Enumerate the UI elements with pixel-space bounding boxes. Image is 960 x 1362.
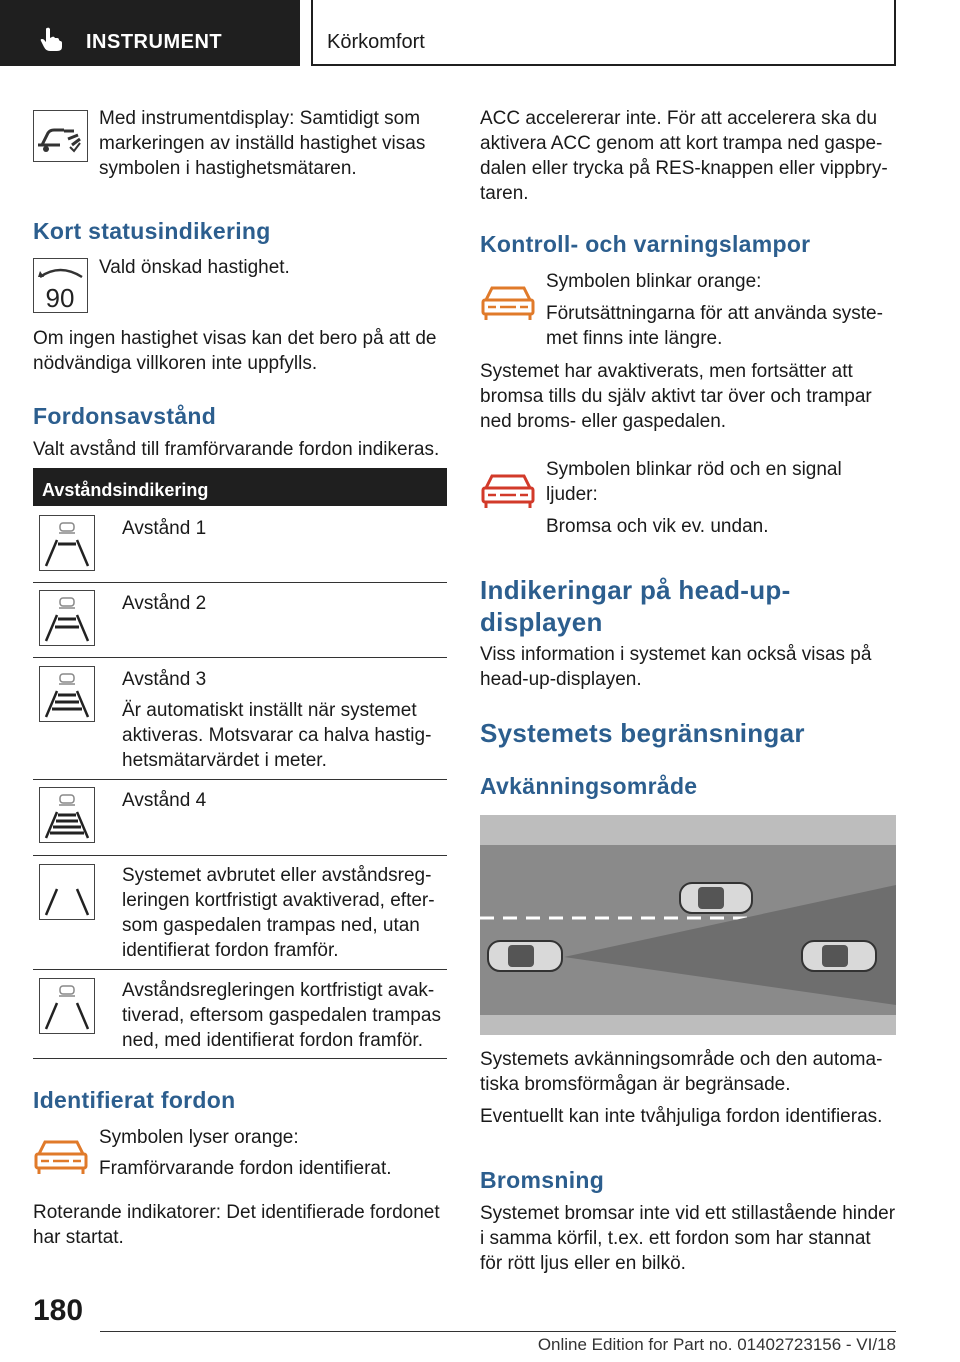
warn1-line1: Symbolen blinkar orange: <box>546 271 762 292</box>
sensing-area-illustration <box>480 815 896 1035</box>
warn2-line2: Bromsa och vik ev. undan. <box>546 516 769 537</box>
footer-divider <box>100 1331 896 1332</box>
vehicle-warning-orange-icon <box>480 282 536 322</box>
row-4-title: Avstånd 4 <box>122 790 207 811</box>
warn1-line2: Förutsättningarna för att använda systemet finns inte längre. <box>546 303 883 349</box>
fordon-text: Valt avstånd till framförvarande fordon indikeras. <box>33 439 440 460</box>
row-divider <box>33 582 447 583</box>
row-2-title: Avstånd 2 <box>122 593 207 614</box>
row-divider <box>33 855 447 856</box>
footer-edition: Online Edition for Part no. 01402723156 - VI/18 <box>537 1335 896 1354</box>
distance-deactivated-vehicle-icon <box>39 978 95 1034</box>
heading-kort-statusindikering: Kort statusindikering <box>33 218 271 244</box>
intro-text: Med instrumentdisplay: Samtidigt som markeringen av inställd hastighet visas symbolen i hastighetsmätaren. <box>99 108 426 179</box>
kort-text: Vald önskad hastighet. <box>99 257 290 278</box>
distance-4-icon <box>39 787 95 843</box>
section-title: INSTRUMENT <box>86 31 223 53</box>
heading-identifierat-fordon: Identifierat fordon <box>33 1087 236 1113</box>
row-1-title: Avstånd 1 <box>122 518 207 539</box>
heading-kontroll: Kontroll- och varningslampor <box>480 231 811 257</box>
speed-marker-icon <box>33 110 88 162</box>
row-divider <box>33 969 447 970</box>
sensing-text-1: Systemets avkänningsområde och den automatiska bromsförmågan är begränsade. <box>480 1049 883 1095</box>
heading-hud: Indikeringar på head-up-displayen <box>480 575 791 637</box>
heading-bromsning: Bromsning <box>480 1167 605 1193</box>
row-3-desc: Är automatiskt inställt när systemet aktiveras. Motsvarar ca halva hastighetsmätarvärdet i meter. <box>122 700 432 771</box>
chapter-title: Körkomfort <box>327 31 425 53</box>
distance-2-icon <box>39 590 95 646</box>
heading-sensing: Avkänningsområde <box>480 773 698 799</box>
row-divider <box>33 657 447 658</box>
row-6-title: Avståndsregleringen kortfristigt avaktiverad, eftersom gaspedalen trampas ned, med identifierat fordon framför. <box>122 980 441 1051</box>
ident-line1: Symbolen lyser orange: <box>99 1127 299 1148</box>
chapter-tab <box>311 0 896 66</box>
hud-text: Viss information i systemet kan också visas på head-up-displayen. <box>480 644 872 690</box>
sensing-text-2: Eventuellt kan inte tvåhjuliga fordon identifieras. <box>480 1106 883 1127</box>
car-top-view <box>488 941 562 971</box>
heading-fordonsavstand: Fordonsavstånd <box>33 403 217 429</box>
distance-off-icon <box>39 864 95 920</box>
row-3-title: Avstånd 3 <box>122 669 207 690</box>
acc-text: ACC accelererar inte. För att accelerera ska du aktivera ACC genom att kort trampa ned gaspedalen eller trycka på RES-knappen eller vippbrytaren. <box>480 108 888 204</box>
ident-line2: Framförvarande fordon identifierat. <box>99 1158 392 1179</box>
distance-3-icon <box>39 666 95 722</box>
table-header: Avståndsindikering <box>33 468 447 506</box>
row-divider <box>33 779 447 780</box>
vehicle-warning-red-icon <box>480 470 536 510</box>
avakt-text: Systemet har avaktiverats, men fortsätter att bromsa tills du själv aktivt tar över och trampar ned broms- eller gaspedalen. <box>480 361 872 432</box>
car-top-view <box>802 941 876 971</box>
speed-90-icon <box>33 258 88 313</box>
car-top-view <box>680 883 752 913</box>
hand-pointer-icon <box>38 26 64 52</box>
heading-limits: Systemets begränsningar <box>480 718 805 748</box>
brake-text: Systemet bromsar inte vid ett stillastående hinder i samma körfil, t.ex. ett fordon som har stannat för rött ljus eller en bilkö. <box>480 1203 896 1274</box>
warn2-line1: Symbolen blinkar röd och en signal ljuder: <box>546 459 842 505</box>
section-tab <box>0 0 300 66</box>
row-divider <box>33 1058 447 1059</box>
distance-1-icon <box>39 515 95 571</box>
page-number: 180 <box>33 1294 84 1327</box>
rot-text: Roterande indikatorer: Det identifierade fordonet har startat. <box>33 1202 440 1248</box>
vehicle-orange-icon <box>33 1136 89 1176</box>
svg-text:90: 90 <box>45 283 75 312</box>
row-5-title: Systemet avbrutet eller avståndsregleringen kortfristigt avaktiverad, eftersom gaspedalen trampas ned, utan identifierat fordon framför. <box>122 865 435 961</box>
no-speed-text: Om ingen hastighet visas kan det bero på att de nödvändiga villkoren inte uppfylls. <box>33 328 437 374</box>
